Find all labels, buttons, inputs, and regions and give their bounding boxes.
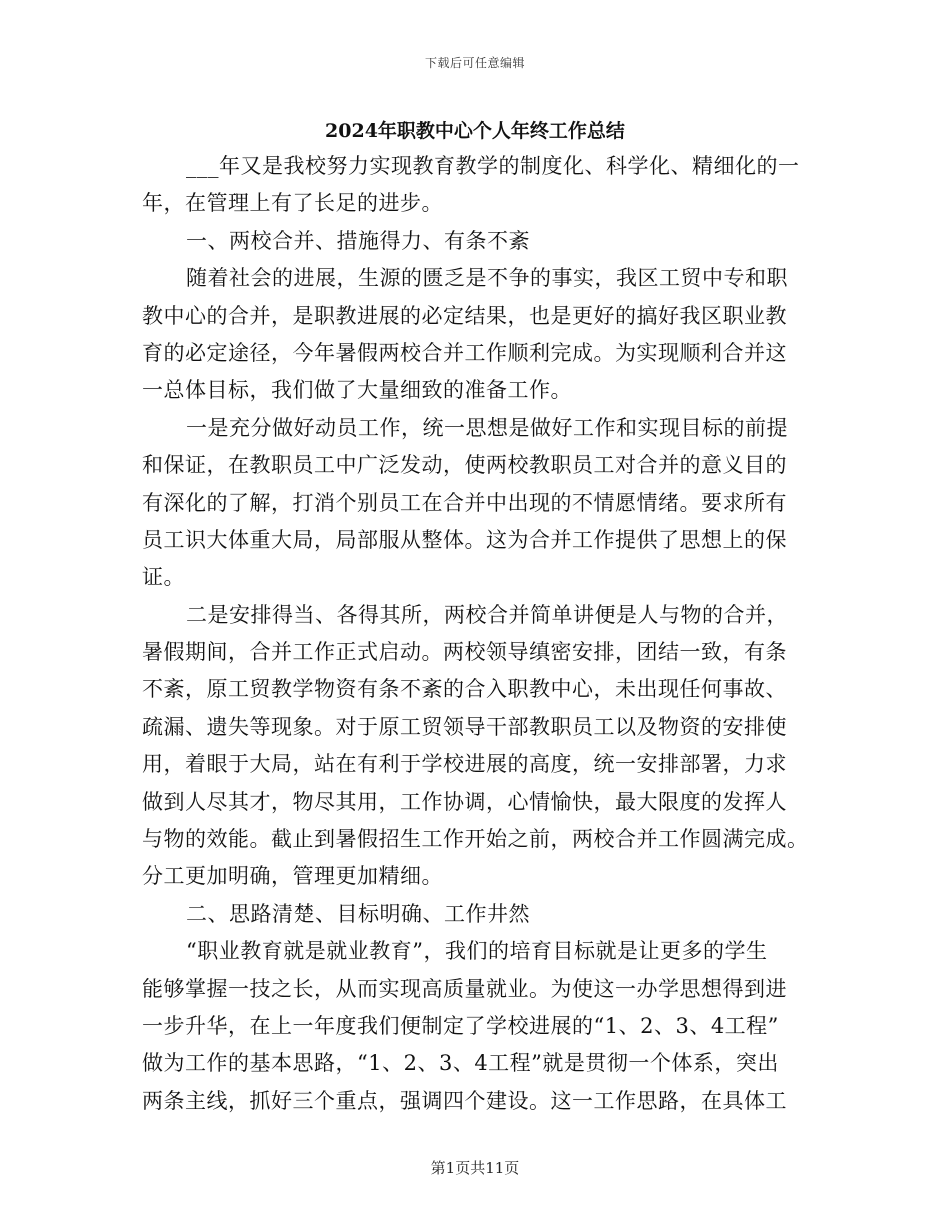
body-line: 和保证，在教职员工中广泛发动，使两校教职员工对合并的意义目的	[142, 453, 787, 478]
body-line: 用，着眼于大局，站在有利于学校进展的高度，统一安排部署，力求	[142, 752, 787, 777]
document-title: 2024年职教中心个人年终工作总结	[325, 120, 625, 142]
body-line: 有深化的了解，打消个别员工在合并中出现的不情愿情绪。要求所有	[142, 490, 787, 515]
body-line: 一总体目标，我们做了大量细致的准备工作。	[142, 378, 572, 403]
page-number: 第1页共11页	[430, 1159, 520, 1177]
body-line: 二是安排得当、各得其所，两校合并简单讲便是人与物的合并，	[186, 602, 788, 627]
body-line: 做到人尽其才，物尽其用，工作协调，心情愉快，最大限度的发挥人	[142, 789, 787, 814]
body-line: “职业教育就是就业教育”，我们的培育目标就是让更多的学生	[186, 939, 768, 964]
body-line: 与物的效能。截止到暑假招生工作开始之前，两校合并工作圆满完成。	[142, 827, 809, 852]
document-body	[142, 148, 810, 1120]
page-header-note: 下载后可任意编辑	[424, 56, 525, 70]
body-line: 证。	[142, 565, 185, 590]
body-line: 一步升华，在上一年度我们便制定了学校进展的“1、2、3、4工程”	[142, 1013, 779, 1038]
body-line: 两条主线，抓好三个重点，强调四个建设。这一工作思路，在具体工	[142, 1088, 787, 1113]
body-line: 一是充分做好动员工作，统一思想是做好工作和实现目标的前提	[186, 415, 788, 440]
body-line: 育的必定途径，今年暑假两校合并工作顺利完成。为实现顺利合并这	[142, 340, 787, 365]
body-line: 教中心的合并，是职教进展的必定结果，也是更好的搞好我区职业教	[142, 303, 787, 328]
body-line: 不紊，原工贸教学物资有条不紊的合入职教中心，未出现任何事故、	[142, 677, 787, 702]
body-line: 随着社会的进展，生源的匮乏是不争的事实，我区工贸中专和职	[186, 266, 788, 291]
body-line: ___年又是我校努力实现教育教学的制度化、科学化、精细化的一	[186, 154, 800, 178]
body-line: 员工识大体重大局，局部服从整体。这为合并工作提供了思想上的保	[142, 527, 787, 552]
section-heading: 一、两校合并、措施得力、有条不紊	[186, 228, 530, 253]
body-line: 年，在管理上有了长足的进步。	[142, 191, 443, 216]
section-heading: 二、思路清楚、目标明确、工作井然	[186, 901, 530, 926]
body-line: 能够掌握一技之长，从而实现高质量就业。为使这一办学思想得到进	[142, 976, 787, 1001]
body-line: 做为工作的基本思路，“1、2、3、4工程”就是贯彻一个体系，突出	[142, 1051, 779, 1076]
body-line: 分工更加明确，管理更加精细。	[142, 864, 443, 889]
body-line: 暑假期间，合并工作正式启动。两校领导缜密安排，团结一致，有条	[142, 640, 787, 665]
body-line: 疏漏、遗失等现象。对于原工贸领导干部教职员工以及物资的安排使	[142, 714, 787, 739]
